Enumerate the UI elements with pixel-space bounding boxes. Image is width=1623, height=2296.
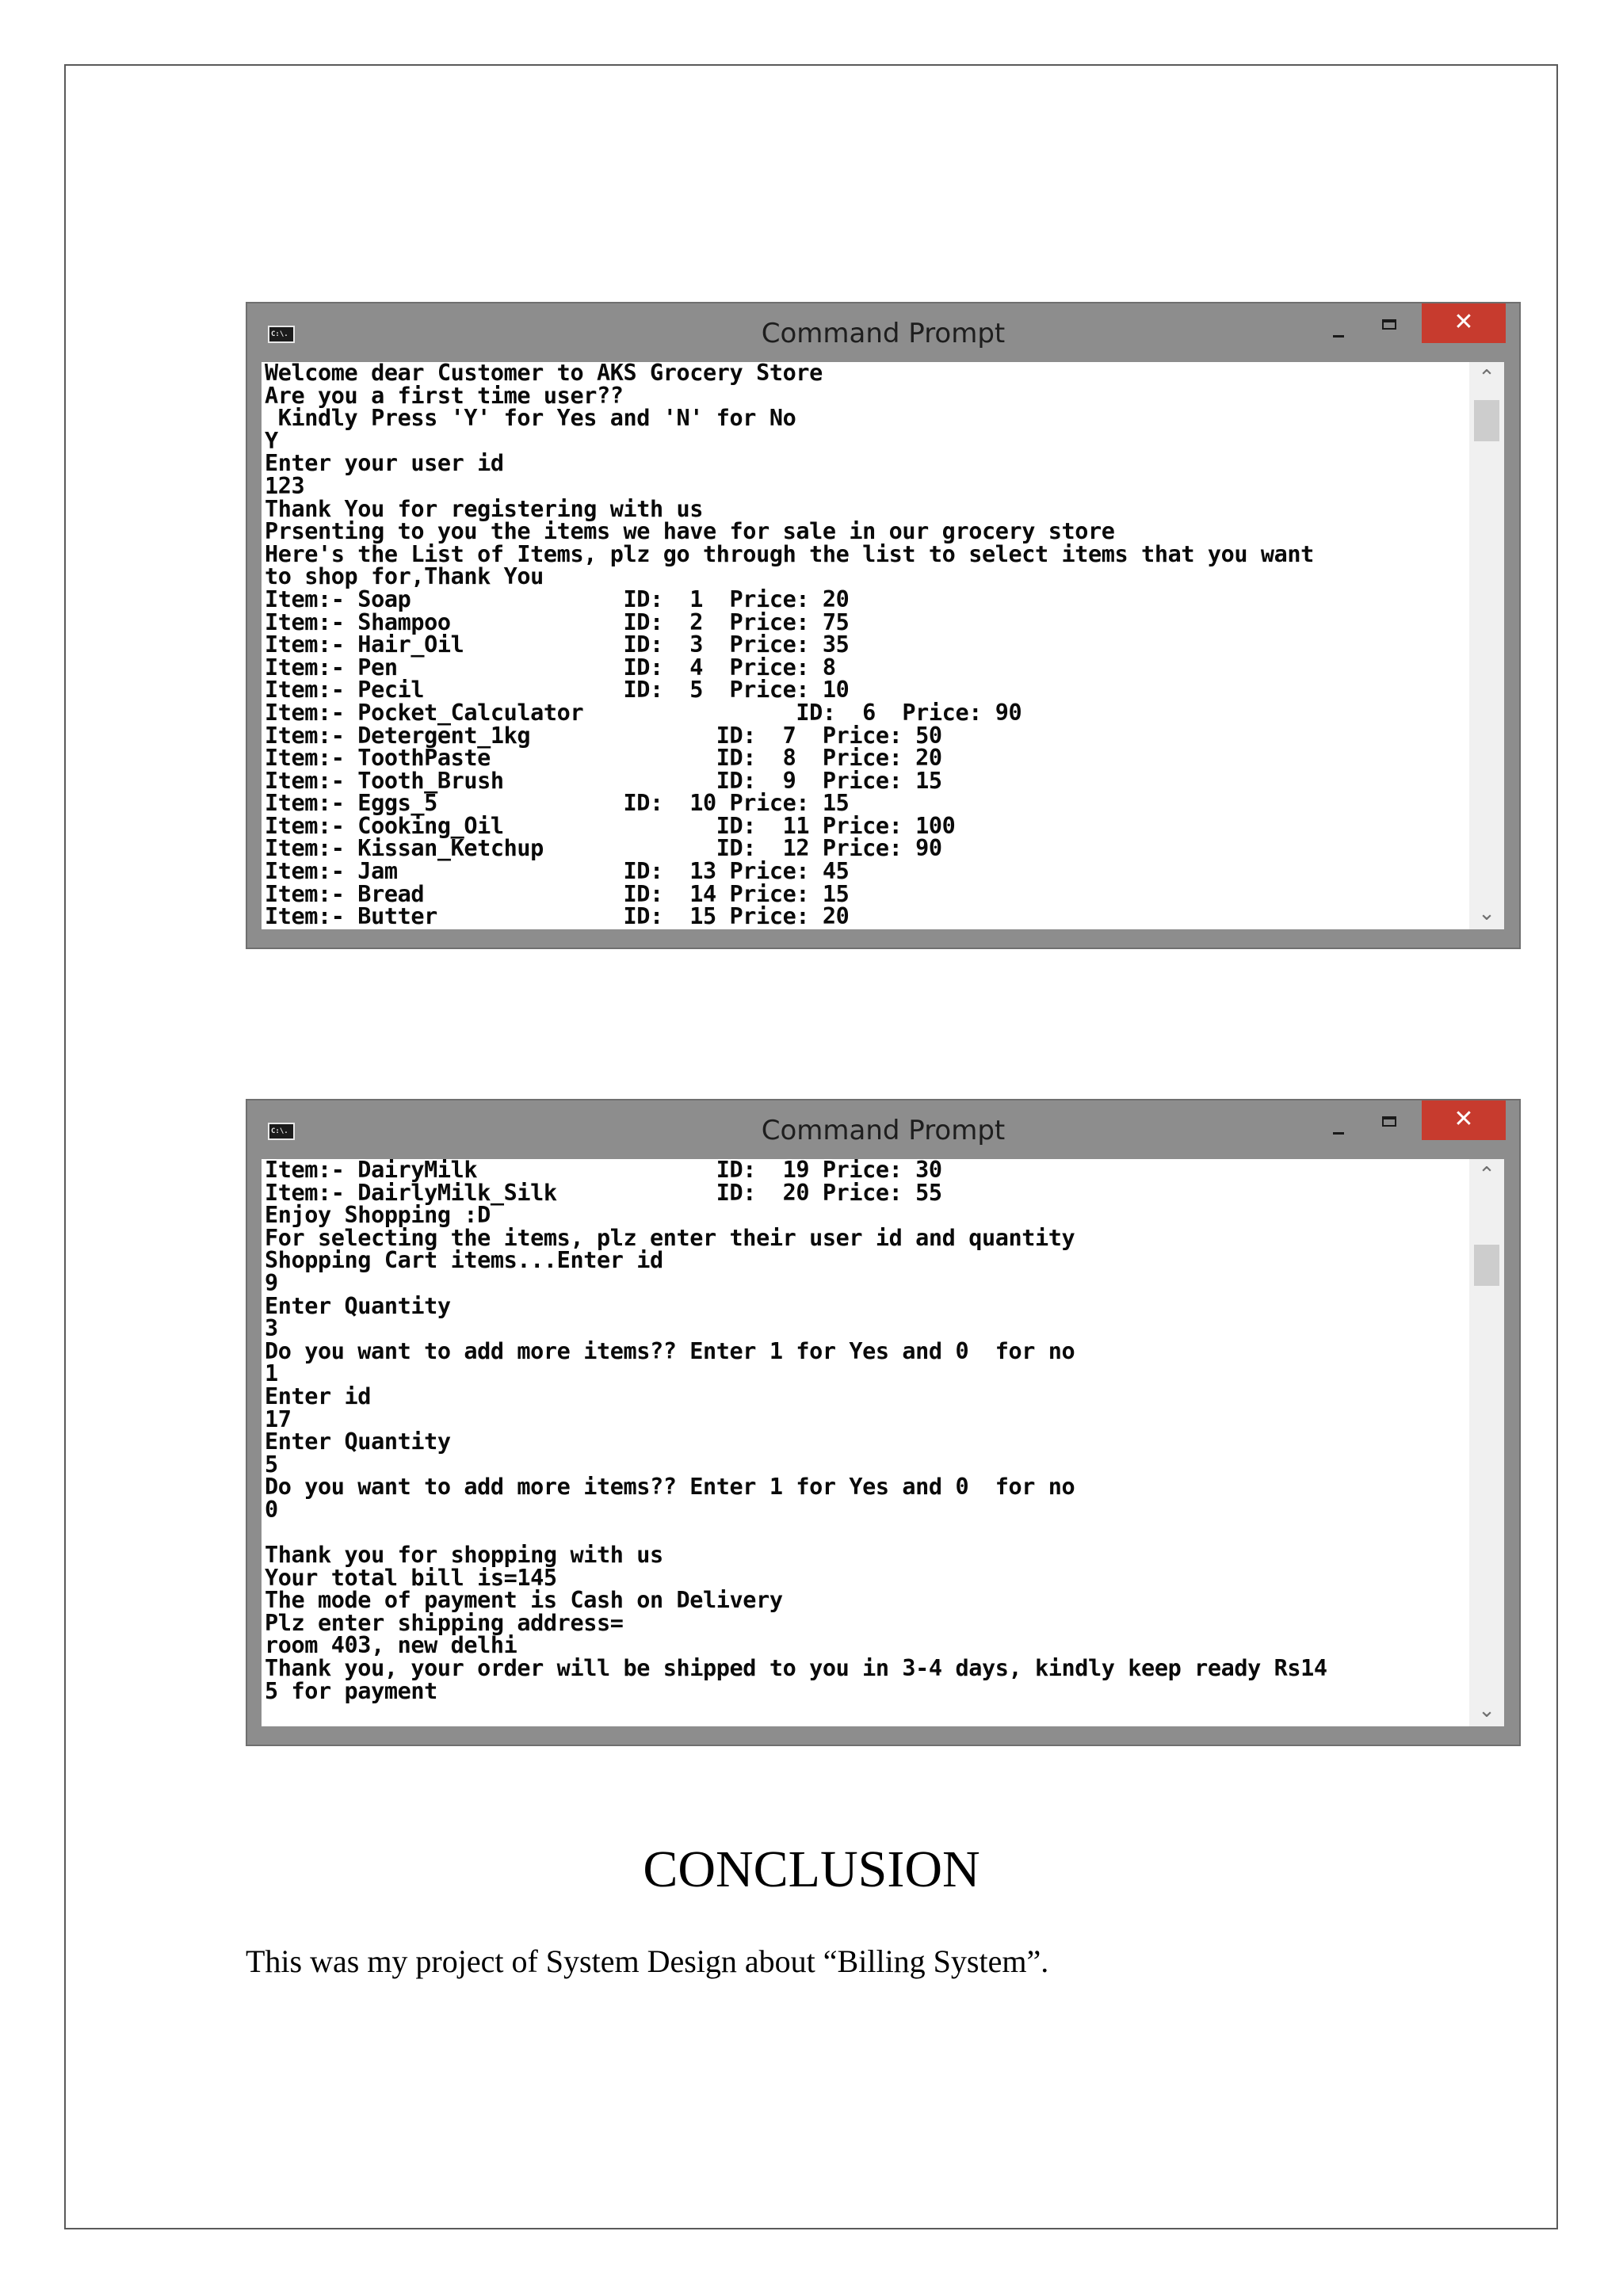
- command-prompt-window-1: [246, 302, 1521, 949]
- vertical-scrollbar[interactable]: [1469, 1159, 1504, 1726]
- window-title: Command Prompt: [761, 318, 1006, 349]
- scroll-down-arrow-icon[interactable]: ⌄: [1478, 902, 1495, 925]
- window-title: Command Prompt: [761, 1115, 1006, 1146]
- maximize-button[interactable]: [1365, 310, 1412, 345]
- vertical-scrollbar[interactable]: [1469, 362, 1504, 929]
- cmd-app-icon[interactable]: C:\.: [268, 326, 295, 343]
- console-area[interactable]: [262, 362, 1504, 929]
- title-bar[interactable]: [247, 303, 1519, 362]
- scroll-thumb[interactable]: [1474, 400, 1499, 441]
- maximize-button[interactable]: [1365, 1107, 1412, 1142]
- conclusion-paragraph: This was my project of System Design about “Billing System”.: [246, 1943, 1049, 1979]
- minimize-button[interactable]: [1314, 1108, 1361, 1143]
- console-output: Welcome dear Customer to AKS Grocery Store Are you a first time user?? Kindly Press 'Y' for Yes and 'N' for No Y Enter your user id 123 Thank You for registering with us Prsenting to you the items we have for sale in our grocery store Here's the List of Items, plz go through the list to select items that you want to shop for,Thank You Item:- Soap ID: 1 Price: 20 Item:- Shampoo ID: 2 Price: 75 Item:- Hair_Oil ID: 3 Price: 35 Item:- Pen ID: 4 Price: 8 Item:- Pecil ID: 5 Price: 10 Item:- Pocket_Calculator ID: 6 Price: 90 Item:- Detergent_1kg ID: 7 Price: 50 Item:- ToothPaste ID: 8 Price: 20 Item:- Tooth_Brush ID: 9 Price: 15 Item:- Eggs_5 ID: 10 Price: 15 Item:- Cooking_Oil ID: 11 Price: 100 Item:- Kissan_Ketchup ID: 12 Price: 90 Item:- Jam ID: 13 Price: 45 Item:- Bread ID: 14 Price: 15 Item:- Butter ID: 15 Price: 20: [265, 362, 1314, 929]
- title-bar[interactable]: [247, 1100, 1519, 1159]
- scroll-up-arrow-icon[interactable]: ⌃: [1478, 1163, 1495, 1187]
- close-button[interactable]: ✕: [1422, 1100, 1506, 1140]
- scroll-up-arrow-icon[interactable]: ⌃: [1478, 366, 1495, 390]
- cmd-app-icon[interactable]: C:\.: [268, 1123, 295, 1140]
- scroll-thumb[interactable]: [1474, 1245, 1499, 1286]
- console-area[interactable]: [262, 1159, 1504, 1726]
- command-prompt-window-2: [246, 1099, 1521, 1746]
- minimize-button[interactable]: [1314, 311, 1361, 346]
- console-output: Item:- DairyMilk ID: 19 Price: 30 Item:- DairlyMilk_Silk ID: 20 Price: 55 Enjoy Shopping :D For selecting the items, plz enter their user id and quantity Shopping Cart items...Enter id 9 Enter Quantity 3 Do you want to add more items?? Enter 1 for Yes and 0 for no 1 Enter id 17 Enter Quantity 5 Do you want to add more items?? Enter 1 for Yes and 0 for no 0 Thank you for shopping with us Your total bill is=145 The mode of payment is Cash on Delivery Plz enter shipping address= room 403, new delhi Thank you, your order will be shipped to you in 3-4 days, kindly keep ready Rs14 5 for payment: [265, 1159, 1327, 1704]
- close-button[interactable]: ✕: [1422, 303, 1506, 343]
- conclusion-heading: CONCLUSION: [643, 1840, 980, 1898]
- scroll-down-arrow-icon[interactable]: ⌄: [1478, 1699, 1495, 1722]
